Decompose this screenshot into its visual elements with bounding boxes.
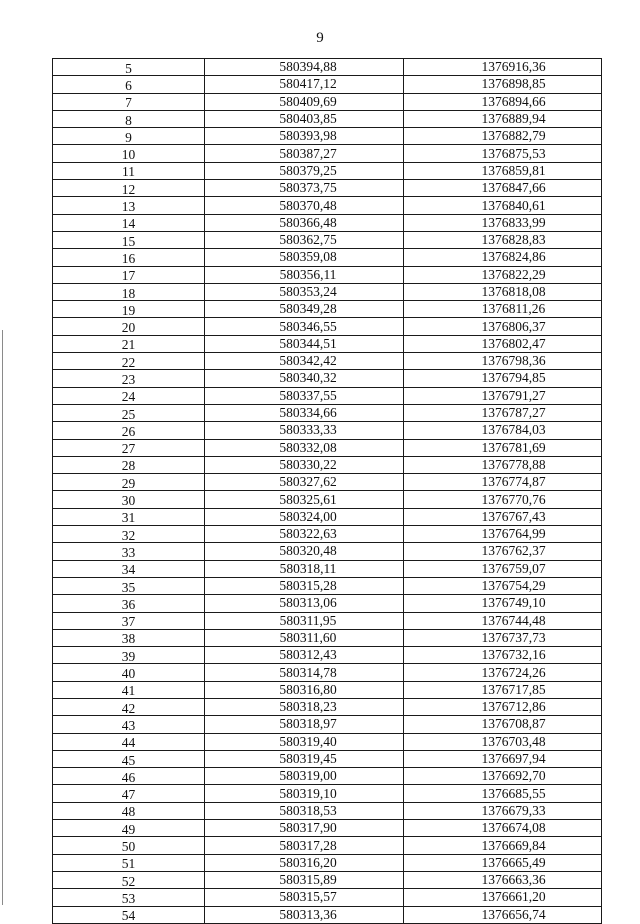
table-row (53, 733, 602, 750)
coordinates-table (52, 58, 602, 924)
y-coordinate-cell: 580316,20 (205, 854, 404, 871)
x-coordinate-cell: 1376767,43 (404, 508, 602, 525)
y-coordinate-cell: 580330,22 (205, 456, 404, 473)
table-row (53, 785, 602, 802)
table-row (53, 231, 602, 248)
point-number-cell: 52 (53, 871, 205, 888)
x-coordinate-cell: 1376847,66 (404, 180, 602, 197)
x-coordinate-cell: 1376697,94 (404, 750, 602, 767)
y-coordinate-cell: 580318,23 (205, 698, 404, 715)
point-number-cell: 28 (53, 456, 205, 473)
x-coordinate-cell: 1376806,37 (404, 318, 602, 335)
y-coordinate-cell: 580311,95 (205, 612, 404, 629)
point-number-cell: 21 (53, 335, 205, 352)
x-coordinate-cell: 1376674,08 (404, 820, 602, 837)
point-number-cell: 12 (53, 180, 205, 197)
table-row (53, 335, 602, 352)
table-row (53, 353, 602, 370)
table-row (53, 162, 602, 179)
table-row (53, 318, 602, 335)
y-coordinate-cell: 580318,53 (205, 802, 404, 819)
point-number-cell: 9 (53, 128, 205, 145)
point-number-cell: 33 (53, 543, 205, 560)
table-row (53, 750, 602, 767)
point-number-cell: 24 (53, 387, 205, 404)
point-number-cell: 41 (53, 681, 205, 698)
point-number-cell: 50 (53, 837, 205, 854)
point-number-cell: 49 (53, 820, 205, 837)
y-coordinate-cell: 580324,00 (205, 508, 404, 525)
x-coordinate-cell: 1376724,26 (404, 664, 602, 681)
point-number-cell: 20 (53, 318, 205, 335)
table-row (53, 629, 602, 646)
y-coordinate-cell: 580353,24 (205, 283, 404, 300)
point-number-cell: 37 (53, 612, 205, 629)
table-row (53, 145, 602, 162)
table-row (53, 906, 602, 923)
x-coordinate-cell: 1376754,29 (404, 577, 602, 594)
y-coordinate-cell: 580316,80 (205, 681, 404, 698)
table-row (53, 664, 602, 681)
point-number-cell: 11 (53, 162, 205, 179)
point-number-cell: 5 (53, 59, 205, 76)
point-number-cell: 15 (53, 231, 205, 248)
point-number-cell: 35 (53, 577, 205, 594)
y-coordinate-cell: 580315,89 (205, 871, 404, 888)
y-coordinate-cell: 580317,90 (205, 820, 404, 837)
point-number-cell: 36 (53, 595, 205, 612)
coordinates-table-body (53, 59, 602, 924)
x-coordinate-cell: 1376669,84 (404, 837, 602, 854)
point-number-cell: 47 (53, 785, 205, 802)
x-coordinate-cell: 1376708,87 (404, 716, 602, 733)
y-coordinate-cell: 580318,11 (205, 560, 404, 577)
y-coordinate-cell: 580362,75 (205, 231, 404, 248)
point-number-cell: 22 (53, 353, 205, 370)
point-number-cell: 17 (53, 266, 205, 283)
x-coordinate-cell: 1376656,74 (404, 906, 602, 923)
x-coordinate-cell: 1376859,81 (404, 162, 602, 179)
x-coordinate-cell: 1376732,16 (404, 647, 602, 664)
table-row (53, 283, 602, 300)
point-number-cell: 7 (53, 93, 205, 110)
y-coordinate-cell: 580346,55 (205, 318, 404, 335)
table-row (53, 266, 602, 283)
table-row (53, 180, 602, 197)
table-row (53, 716, 602, 733)
point-number-cell: 48 (53, 802, 205, 819)
x-coordinate-cell: 1376833,99 (404, 214, 602, 231)
point-number-cell: 18 (53, 283, 205, 300)
table-row (53, 474, 602, 491)
y-coordinate-cell: 580373,75 (205, 180, 404, 197)
y-coordinate-cell: 580417,12 (205, 76, 404, 93)
x-coordinate-cell: 1376784,03 (404, 422, 602, 439)
table-row (53, 93, 602, 110)
point-number-cell: 38 (53, 629, 205, 646)
y-coordinate-cell: 580311,60 (205, 629, 404, 646)
scan-edge-line (2, 330, 3, 905)
point-number-cell: 6 (53, 76, 205, 93)
y-coordinate-cell: 580322,63 (205, 526, 404, 543)
table-row (53, 491, 602, 508)
y-coordinate-cell: 580393,98 (205, 128, 404, 145)
table-row (53, 577, 602, 594)
point-number-cell: 40 (53, 664, 205, 681)
point-number-cell: 27 (53, 439, 205, 456)
point-number-cell: 32 (53, 526, 205, 543)
y-coordinate-cell: 580319,40 (205, 733, 404, 750)
x-coordinate-cell: 1376828,83 (404, 231, 602, 248)
y-coordinate-cell: 580370,48 (205, 197, 404, 214)
x-coordinate-cell: 1376717,85 (404, 681, 602, 698)
point-number-cell: 23 (53, 370, 205, 387)
table-row (53, 370, 602, 387)
y-coordinate-cell: 580409,69 (205, 93, 404, 110)
table-row (53, 854, 602, 871)
table-row (53, 110, 602, 127)
table-row (53, 439, 602, 456)
table-row (53, 543, 602, 560)
point-number-cell: 53 (53, 889, 205, 906)
y-coordinate-cell: 580333,33 (205, 422, 404, 439)
point-number-cell: 45 (53, 750, 205, 767)
y-coordinate-cell: 580356,11 (205, 266, 404, 283)
table-row (53, 802, 602, 819)
y-coordinate-cell: 580318,97 (205, 716, 404, 733)
x-coordinate-cell: 1376712,86 (404, 698, 602, 715)
y-coordinate-cell: 580349,28 (205, 301, 404, 318)
x-coordinate-cell: 1376744,48 (404, 612, 602, 629)
x-coordinate-cell: 1376778,88 (404, 456, 602, 473)
y-coordinate-cell: 580315,28 (205, 577, 404, 594)
point-number-cell: 54 (53, 906, 205, 923)
table-row (53, 647, 602, 664)
x-coordinate-cell: 1376781,69 (404, 439, 602, 456)
point-number-cell: 8 (53, 110, 205, 127)
point-number-cell: 34 (53, 560, 205, 577)
x-coordinate-cell: 1376762,37 (404, 543, 602, 560)
point-number-cell: 13 (53, 197, 205, 214)
x-coordinate-cell: 1376764,99 (404, 526, 602, 543)
x-coordinate-cell: 1376774,87 (404, 474, 602, 491)
table-row (53, 128, 602, 145)
x-coordinate-cell: 1376824,86 (404, 249, 602, 266)
y-coordinate-cell: 580387,27 (205, 145, 404, 162)
point-number-cell: 39 (53, 647, 205, 664)
x-coordinate-cell: 1376665,49 (404, 854, 602, 871)
table-row (53, 560, 602, 577)
x-coordinate-cell: 1376703,48 (404, 733, 602, 750)
point-number-cell: 29 (53, 474, 205, 491)
y-coordinate-cell: 580327,62 (205, 474, 404, 491)
x-coordinate-cell: 1376802,47 (404, 335, 602, 352)
x-coordinate-cell: 1376692,70 (404, 768, 602, 785)
table-row (53, 820, 602, 837)
y-coordinate-cell: 580313,36 (205, 906, 404, 923)
table-row (53, 76, 602, 93)
y-coordinate-cell: 580394,88 (205, 59, 404, 76)
x-coordinate-cell: 1376840,61 (404, 197, 602, 214)
table-row (53, 456, 602, 473)
y-coordinate-cell: 580403,85 (205, 110, 404, 127)
table-row (53, 197, 602, 214)
y-coordinate-cell: 580332,08 (205, 439, 404, 456)
point-number-cell: 26 (53, 422, 205, 439)
y-coordinate-cell: 580325,61 (205, 491, 404, 508)
point-number-cell: 10 (53, 145, 205, 162)
table-row (53, 404, 602, 421)
table-row (53, 301, 602, 318)
y-coordinate-cell: 580379,25 (205, 162, 404, 179)
x-coordinate-cell: 1376749,10 (404, 595, 602, 612)
table-row (53, 526, 602, 543)
point-number-cell: 30 (53, 491, 205, 508)
point-number-cell: 51 (53, 854, 205, 871)
point-number-cell: 16 (53, 249, 205, 266)
y-coordinate-cell: 580317,28 (205, 837, 404, 854)
point-number-cell: 19 (53, 301, 205, 318)
y-coordinate-cell: 580314,78 (205, 664, 404, 681)
y-coordinate-cell: 580359,08 (205, 249, 404, 266)
y-coordinate-cell: 580319,10 (205, 785, 404, 802)
point-number-cell: 14 (53, 214, 205, 231)
x-coordinate-cell: 1376791,27 (404, 387, 602, 404)
point-number-cell: 42 (53, 698, 205, 715)
page-number: 9 (316, 30, 324, 46)
x-coordinate-cell: 1376663,36 (404, 871, 602, 888)
y-coordinate-cell: 580340,32 (205, 370, 404, 387)
table-row (53, 508, 602, 525)
x-coordinate-cell: 1376770,76 (404, 491, 602, 508)
x-coordinate-cell: 1376679,33 (404, 802, 602, 819)
y-coordinate-cell: 580342,42 (205, 353, 404, 370)
x-coordinate-cell: 1376898,85 (404, 76, 602, 93)
x-coordinate-cell: 1376894,66 (404, 93, 602, 110)
y-coordinate-cell: 580315,57 (205, 889, 404, 906)
x-coordinate-cell: 1376882,79 (404, 128, 602, 145)
x-coordinate-cell: 1376737,73 (404, 629, 602, 646)
x-coordinate-cell: 1376889,94 (404, 110, 602, 127)
point-number-cell: 43 (53, 716, 205, 733)
y-coordinate-cell: 580313,06 (205, 595, 404, 612)
y-coordinate-cell: 580319,00 (205, 768, 404, 785)
point-number-cell: 31 (53, 508, 205, 525)
point-number-cell: 44 (53, 733, 205, 750)
y-coordinate-cell: 580344,51 (205, 335, 404, 352)
x-coordinate-cell: 1376811,26 (404, 301, 602, 318)
x-coordinate-cell: 1376661,20 (404, 889, 602, 906)
x-coordinate-cell: 1376822,29 (404, 266, 602, 283)
table-row (53, 214, 602, 231)
table-row (53, 768, 602, 785)
table-row (53, 612, 602, 629)
point-number-cell: 46 (53, 768, 205, 785)
table-row (53, 387, 602, 404)
x-coordinate-cell: 1376798,36 (404, 353, 602, 370)
x-coordinate-cell: 1376787,27 (404, 404, 602, 421)
table-row (53, 889, 602, 906)
x-coordinate-cell: 1376759,07 (404, 560, 602, 577)
y-coordinate-cell: 580319,45 (205, 750, 404, 767)
y-coordinate-cell: 580320,48 (205, 543, 404, 560)
x-coordinate-cell: 1376794,85 (404, 370, 602, 387)
table-row (53, 422, 602, 439)
table-row (53, 595, 602, 612)
y-coordinate-cell: 580334,66 (205, 404, 404, 421)
table-row (53, 698, 602, 715)
y-coordinate-cell: 580366,48 (205, 214, 404, 231)
point-number-cell: 25 (53, 404, 205, 421)
x-coordinate-cell: 1376685,55 (404, 785, 602, 802)
y-coordinate-cell: 580312,43 (205, 647, 404, 664)
table-row (53, 681, 602, 698)
y-coordinate-cell: 580337,55 (205, 387, 404, 404)
table-row (53, 249, 602, 266)
table-row (53, 871, 602, 888)
table-row (53, 837, 602, 854)
x-coordinate-cell: 1376875,53 (404, 145, 602, 162)
table-row (53, 59, 602, 76)
x-coordinate-cell: 1376818,08 (404, 283, 602, 300)
x-coordinate-cell: 1376916,36 (404, 59, 602, 76)
